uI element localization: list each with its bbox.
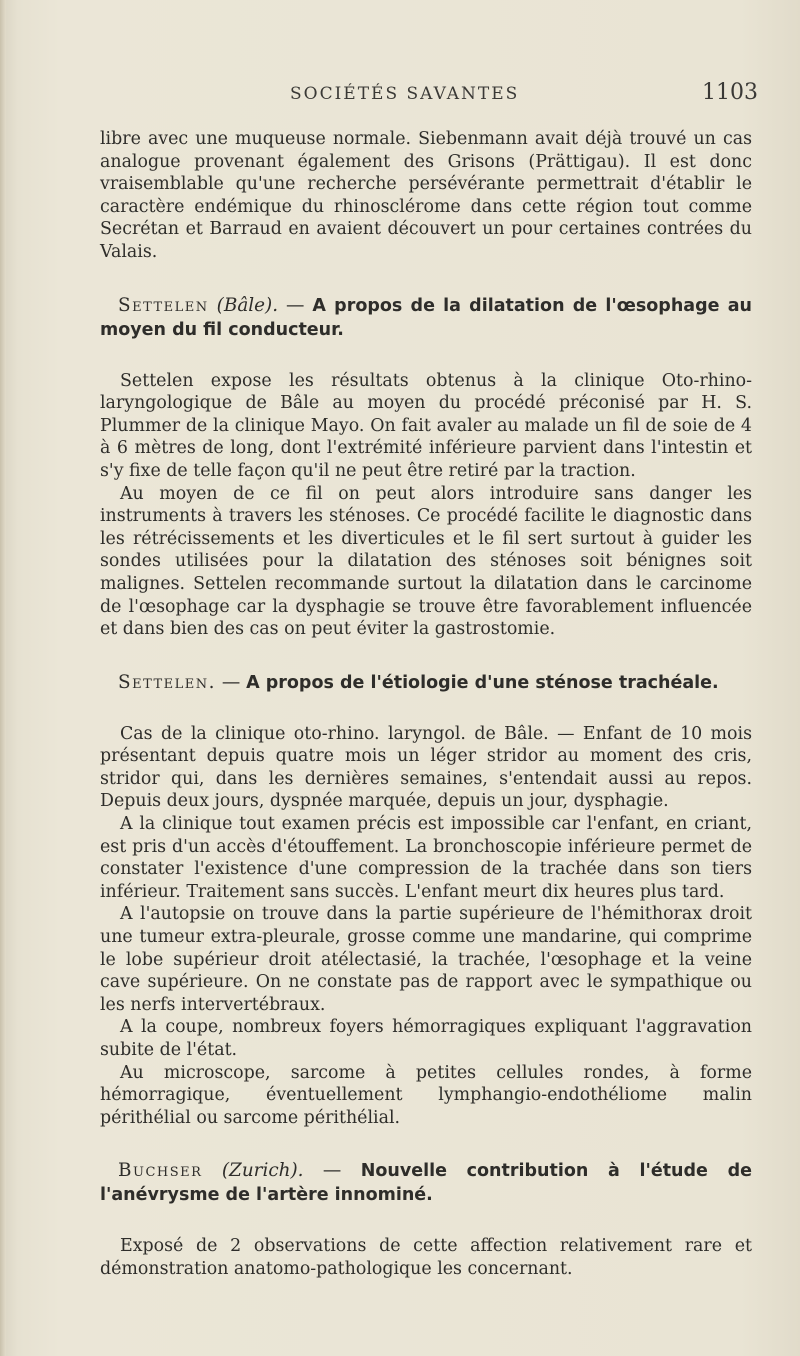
entry-city: (Zurich). <box>221 1160 304 1182</box>
entry-paragraph: Au moyen de ce fil on peut alors introduire sans danger les instruments à travers les sténoses. Ce procédé facilite le diagnostic dans les rétrécissements et les diverticules et le fil sert surtout à guider les sondes utilisées pour la dilatation des sténoses soit bénignes soit malignes. Settelen recommande surtout la dilatation dans le carcinome de l'œsophage car la dysphagie se trouve être favorablement influencée et dans bien des cas on peut éviter la gastrostomie. <box>100 483 752 640</box>
running-head: SOCIÉTÉS SAVANTES <box>290 84 520 104</box>
entry-title: Nouvelle contribution à l'étude de l'anévrysme de l'artère innominé. <box>100 1161 752 1206</box>
intro-paragraph: libre avec une muqueuse normale. Siebenmann avait déjà trouvé un cas analogue provenant également des Grisons (Prättigau). Il est donc vraisemblable qu'une recherche persévérante permettrait d'établir le caractère endémique du rhinosclérome dans cette région tout comme Secrétan et Barraud en avaient découvert un pour certaines contrées du Valais. <box>100 129 752 262</box>
entry-title: A propos de l'étiologie d'une sténose trachéale. <box>246 672 719 693</box>
entry-heading <box>100 294 752 342</box>
entry-paragraph: A la coupe, nombreux foyers hémorragiques expliquant l'aggravation subite de l'état. <box>100 1017 752 1060</box>
body-text <box>100 128 752 1281</box>
entry-city: (Bâle). <box>216 294 279 316</box>
entry-dash: — <box>303 1160 361 1182</box>
entry-heading <box>100 671 752 695</box>
page-number: 1103 <box>702 80 758 105</box>
entry-paragraph: A l'autopsie on trouve dans la partie supérieure de l'hémithorax droit une tumeur extra-pleurale, grosse comme une mandarine, qui comprime le lobe supérieur droit atélectasié, la trachée, l'œsophage et la veine cave supérieure. On ne constate pas de rapport avec le sympathique ou les nerfs intervertébraux. <box>100 904 752 1015</box>
entry-author: Settelen. <box>118 671 217 693</box>
entry-author: Settelen <box>118 294 209 316</box>
entry-paragraph: Exposé de 2 observations de cette affection relativement rare et démonstration anatomo-pathologique les concernant. <box>100 1236 752 1279</box>
entry-title: A propos de la dilatation de l'œsophage au moyen du fil conducteur. <box>100 295 752 340</box>
page-spine-shadow <box>0 0 6 1356</box>
entry-paragraph: Settelen expose les résultats obtenus à la clinique Oto-rhino-laryngologique de Bâle au moyen du procédé préconisé par H. S. Plummer de la clinique Mayo. On fait avaler au malade un fil de soie de 4 à 6 mètres de long, dont l'extrémité inférieure parvient dans l'intestin et s'y fixe de telle façon qu'il ne peut être retiré par la traction. <box>100 370 752 481</box>
entry-paragraph: Cas de la clinique oto-rhino. laryngol. de Bâle. — Enfant de 10 mois présentant depuis quatre mois un léger stridor au moment des cris, stridor qui, dans les dernières semaines, s'entendait aussi au repos. Depuis deux jours, dyspnée marquée, depuis un jour, dysphagie. <box>100 723 752 812</box>
entry-paragraph: A la clinique tout examen précis est impossible car l'enfant, en criant, est pris d'un accès d'étouffement. La bronchoscopie inférieure permet de constater l'existence d'une compression de la trachée dans son tiers inférieur. Traitement sans succès. L'enfant meurt dix heures plus tard. <box>100 814 752 902</box>
entry-dash: — <box>278 294 313 316</box>
entry-heading <box>100 1159 752 1207</box>
entry-paragraph: Au microscope, sarcome à petites cellules rondes, à forme hémorragique, éventuellement lymphangio-endothéliome malin périthélial ou sarcome périthélial. <box>100 1062 752 1128</box>
entry-dash: — <box>216 671 247 693</box>
entry-author: Buchser <box>118 1160 203 1182</box>
